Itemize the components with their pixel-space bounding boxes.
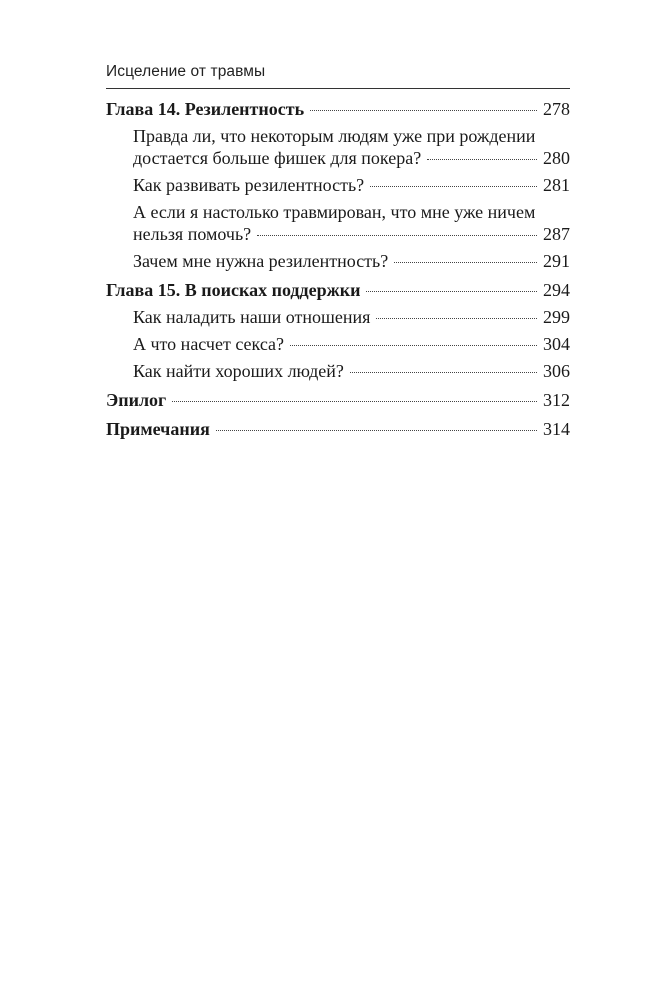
toc-section-title: Зачем мне нужна резилентность? bbox=[133, 251, 389, 271]
toc-epilogue[interactable] bbox=[106, 389, 570, 411]
toc-page-number: 306 bbox=[543, 361, 570, 381]
dot-leader bbox=[366, 290, 537, 292]
toc-page-number: 314 bbox=[543, 419, 570, 439]
toc-section-title: А что насчет секса? bbox=[133, 334, 285, 354]
toc-chapter-title: Глава 14. Резилентность bbox=[106, 99, 305, 119]
toc-page-number: 312 bbox=[543, 390, 570, 410]
toc-section[interactable] bbox=[106, 201, 570, 245]
dot-leader bbox=[376, 317, 537, 319]
dot-leader bbox=[290, 344, 537, 346]
dot-leader bbox=[370, 185, 537, 187]
table-of-contents bbox=[106, 98, 570, 445]
toc-section[interactable] bbox=[106, 125, 570, 169]
toc-page-number: 278 bbox=[543, 99, 570, 119]
toc-page-number: 304 bbox=[543, 334, 570, 354]
toc-chapter-title: Глава 15. В поисках поддержки bbox=[106, 280, 361, 300]
header-rule bbox=[106, 88, 570, 89]
toc-page-number: 287 bbox=[543, 224, 570, 244]
toc-section-title-line2: достается больше фишек для покера? bbox=[133, 148, 422, 168]
dot-leader bbox=[394, 261, 537, 263]
dot-leader bbox=[172, 400, 537, 402]
toc-notes[interactable] bbox=[106, 418, 570, 440]
running-head: Исцеление от травмы bbox=[106, 63, 266, 80]
toc-section-title: Как наладить наши отношения bbox=[133, 307, 371, 327]
toc-page-number: 291 bbox=[543, 251, 570, 271]
toc-section-title-line2: нельзя помочь? bbox=[133, 224, 252, 244]
toc-page-number: 280 bbox=[543, 148, 570, 168]
toc-section[interactable] bbox=[106, 360, 570, 382]
toc-chapter-title: Примечания bbox=[106, 419, 210, 439]
toc-chapter-15[interactable] bbox=[106, 279, 570, 301]
toc-section[interactable] bbox=[106, 174, 570, 196]
dot-leader bbox=[427, 158, 537, 160]
toc-page-number: 294 bbox=[543, 280, 570, 300]
dot-leader bbox=[257, 234, 537, 236]
toc-section[interactable] bbox=[106, 333, 570, 355]
toc-section[interactable] bbox=[106, 250, 570, 272]
toc-chapter-title: Эпилог bbox=[106, 390, 167, 410]
toc-page-number: 281 bbox=[543, 175, 570, 195]
toc-section-title: Как развивать резилентность? bbox=[133, 175, 365, 195]
dot-leader bbox=[216, 429, 537, 431]
toc-section-title-line1: Правда ли, что некоторым людям уже при рождении bbox=[133, 126, 536, 146]
toc-section[interactable] bbox=[106, 306, 570, 328]
dot-leader bbox=[310, 109, 537, 111]
toc-chapter-14[interactable] bbox=[106, 98, 570, 120]
toc-page-number: 299 bbox=[543, 307, 570, 327]
toc-section-title-line1: А если я настолько травмирован, что мне уже ничем bbox=[133, 202, 536, 222]
dot-leader bbox=[350, 371, 537, 373]
toc-section-title: Как найти хороших людей? bbox=[133, 361, 344, 381]
